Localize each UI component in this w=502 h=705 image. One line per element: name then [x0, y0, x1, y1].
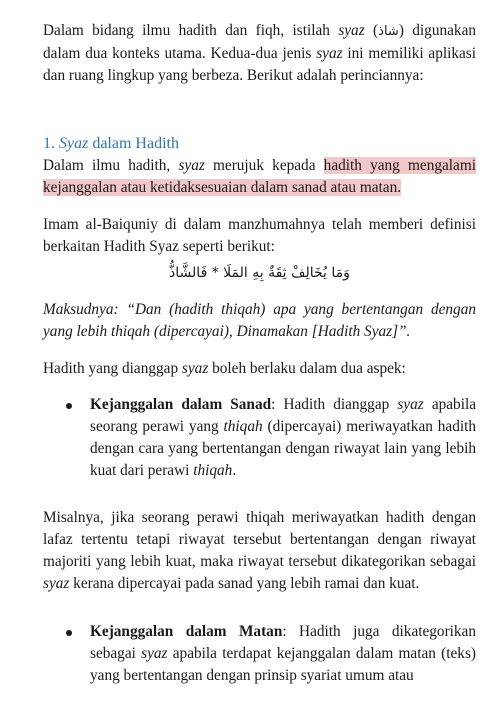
definition-paragraph: [43, 155, 476, 199]
definition-text: Dalam ilmu hadith,: [43, 157, 179, 174]
list-item-title: Kejanggalan dalam Sanad: [90, 396, 272, 413]
list-item-title: Kejanggalan dalam Matan: [90, 623, 283, 640]
arabic-verse: وَمَا يُخَالِفْ ثِقَةٌ بِهِ المَلَا * فَالشَّاذُّ: [169, 265, 350, 281]
aspects-paragraph: [43, 358, 476, 380]
intro-text: Dalam bidang ilmu hadith dan fiqh, istilah: [43, 22, 339, 39]
intro-text: ) digunakan dalam dua konteks utama. Kedua-dua jenis: [43, 22, 477, 62]
example-text: Misalnya, jika seorang perawi thiqah meriwayatkan hadith dengan lafaz tertentu tetapi riwayat tersebut bertentangan dengan riwayat majoriti yang lebih kuat, maka riwayat tersebut dikategorikan sebagai: [43, 509, 476, 570]
section-number: 1.: [43, 135, 59, 152]
list-item-body: apabila seorang perawi yang: [90, 396, 476, 435]
intro-text: (: [364, 22, 379, 39]
meaning-text: Maksudnya: “Dan (hadith thiqah) apa yang bertentangan dengan yang lebih thiqah (dipercayai), Dinamakan [Hadith Syaz]”.: [43, 301, 476, 340]
list-item-body: .: [232, 462, 237, 479]
term-syaz: syaz: [316, 45, 343, 62]
section-title-rest: dalam Hadith: [88, 135, 179, 152]
bullet-icon: [66, 630, 72, 636]
list-item-matan: [43, 621, 476, 687]
list-item-text: [90, 394, 476, 482]
term-syaz: syaz: [43, 575, 70, 592]
example-text: kerana dipercayai pada sanad yang lebih ramai dan kuat.: [69, 575, 420, 592]
term-syaz: syaz: [397, 396, 424, 413]
section-term: Syaz: [59, 135, 89, 152]
list-item-text: [90, 621, 476, 687]
list-item-sanad: [43, 394, 476, 482]
example-paragraph: [43, 507, 476, 595]
list-item-body: (dipercayai) meriwayatkan hadith dengan cara yang bertentangan dengan riwayat lain yang lebih kuat dari perawi: [90, 418, 476, 479]
list-item-body: : Hadith dianggap: [271, 396, 398, 413]
section-heading: [43, 133, 476, 155]
term-syaz: syaz: [141, 645, 168, 662]
meaning-paragraph: [43, 299, 476, 343]
definition-text: merujuk kepada: [204, 157, 324, 174]
term-syaz: syaz: [178, 157, 205, 174]
term-syaz: syaz: [338, 22, 365, 39]
intro-paragraph: [43, 0, 476, 87]
list-item-body: apabila terdapat kejanggalan dalam matan (teks) yang bertentangan dengan prinsip syariat umum atau: [90, 645, 476, 684]
intro-text: ini memiliki aplikasi dan ruang lingkup yang berbeza. Berikut adalah perinciannya:: [43, 45, 476, 84]
term-syaz: syaz: [181, 360, 209, 377]
term-thiqah: thiqah: [193, 462, 233, 479]
highlighted-definition: hadith yang mengalami kejanggalan atau ketidaksesuaian dalam sanad atau matan.: [43, 157, 476, 196]
aspects-text: Hadith yang dianggap: [43, 360, 182, 377]
term-thiqah: thiqah: [223, 418, 263, 435]
baiquni-paragraph: Imam al-Baiquniy di dalam manzhumahnya telah memberi definisi berkaitan Hadith Syaz seperti berikut:: [43, 216, 476, 255]
aspects-text: boleh berlaku dalam dua aspek:: [208, 360, 406, 377]
list-item-body: : Hadith juga dikategorikan sebagai: [90, 623, 476, 662]
arabic-term: شاذ: [378, 24, 399, 39]
bullet-icon: [66, 403, 72, 409]
